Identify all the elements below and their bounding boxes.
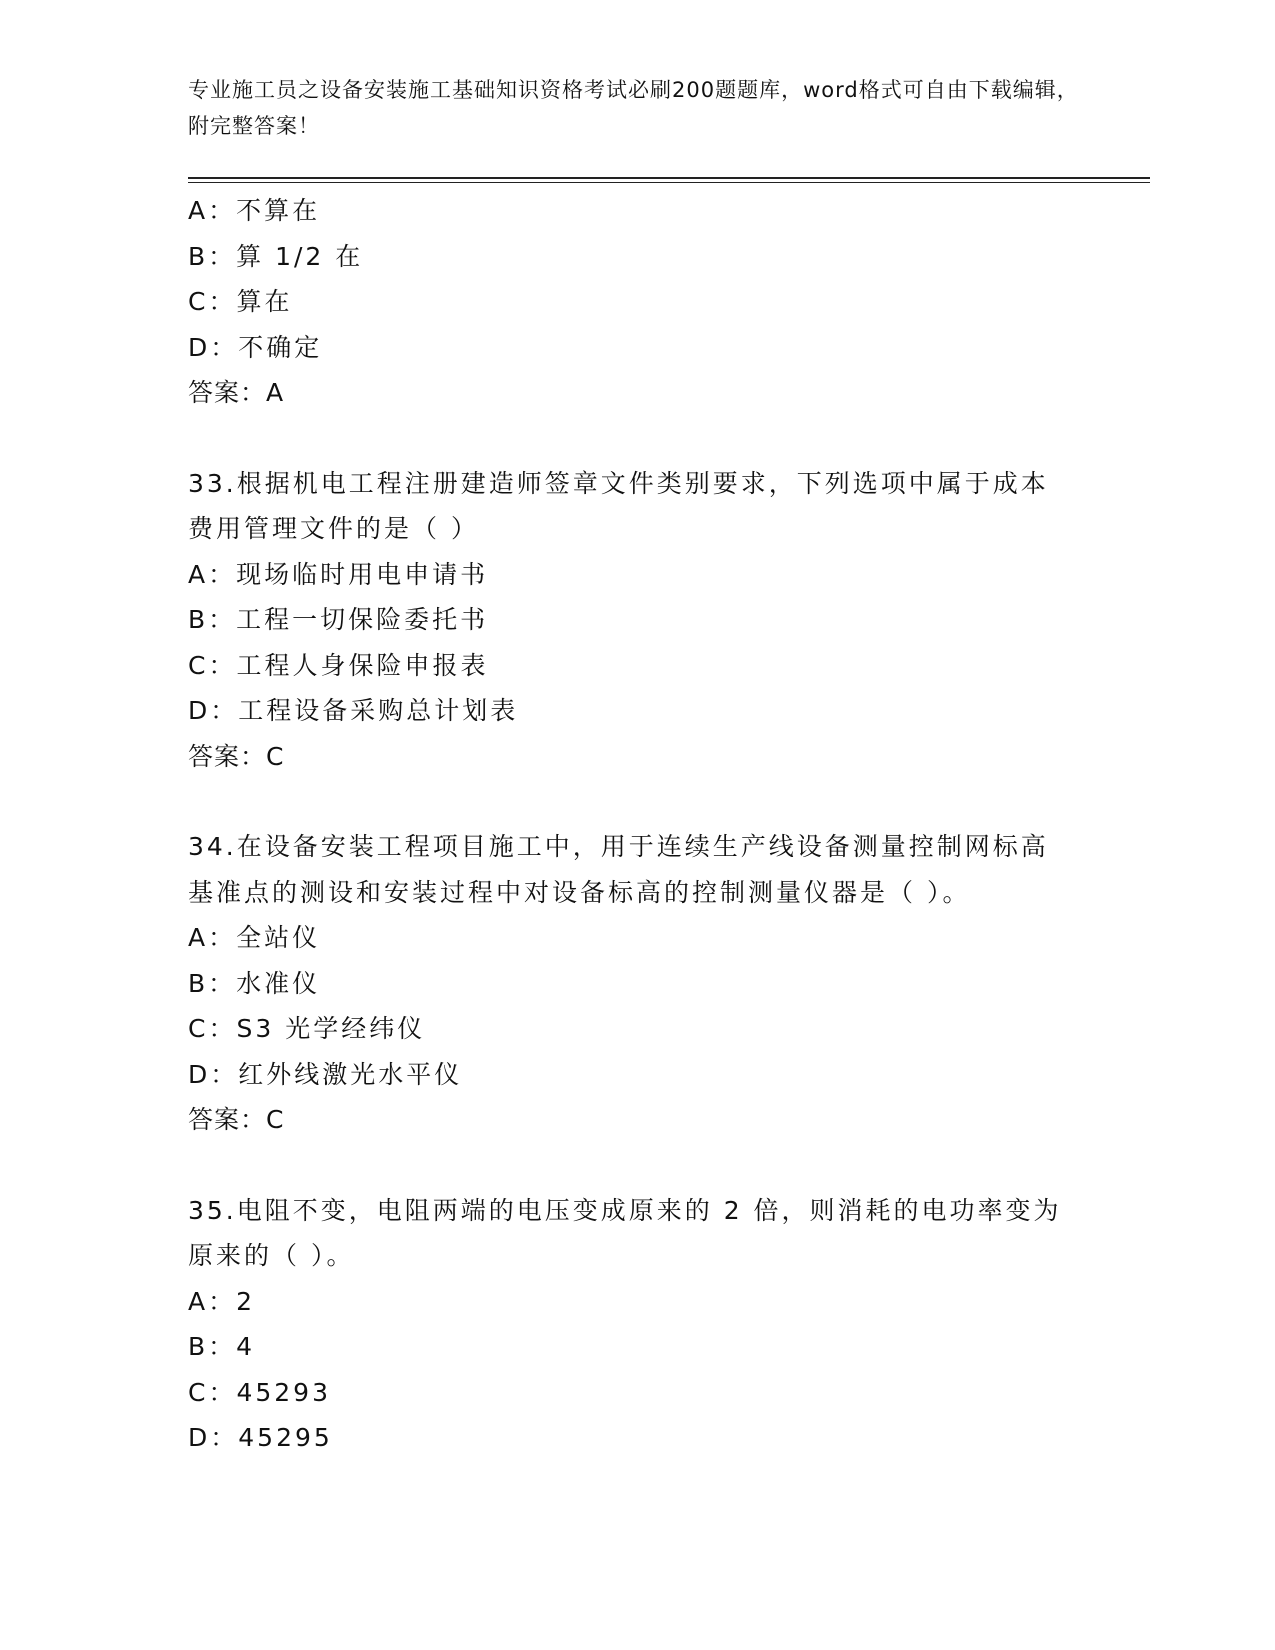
option-b: B：工程一切保险委托书 [188,605,489,634]
option-b: B：算 1/2 在 [188,241,364,271]
option-a: A：不算在 [188,196,321,225]
option-a: A：现场临时用电申请书 [188,559,489,589]
option-d: D：不确定 [188,332,323,362]
question-33-text-line-2: 费用管理文件的是（ ） [188,514,479,543]
option-c: C：S3 光学经纬仪 [188,1014,426,1043]
header-rule-thick [188,177,1150,179]
option-a: A：2 [188,1286,256,1316]
option-d: D：红外线激光水平仪 [188,1059,463,1089]
question-content [188,188,1088,1461]
option-b: B：4 [188,1332,256,1361]
option-d: D：工程设备采购总计划表 [188,696,519,725]
option-a: A：全站仪 [188,923,321,952]
option-c: C：工程人身保险申报表 [188,650,489,680]
option-c: C：算在 [188,287,293,316]
answer: 答案：C [188,1105,285,1134]
option-b: B：水准仪 [188,968,321,998]
header-rule-thin [188,182,1150,183]
question-35-text-line-2: 原来的（ ）。 [188,1241,355,1270]
document-header: 专业施工员之设备安装施工基础知识资格考试必刷200题题库，word格式可自由下载编辑，附完整答案！ [188,78,1079,138]
option-d: D：45295 [188,1423,333,1452]
question-35-text-line-1: 35.电阻不变，电阻两端的电压变成原来的 2 倍，则消耗的电功率变为 [188,1195,1062,1225]
question-34-text-line-2: 基准点的测设和安装过程中对设备标高的控制测量仪器是（ ）。 [188,877,971,907]
question-33-text-line-1: 33.根据机电工程注册建造师签章文件类别要求，下列选项中属于成本 [188,468,1049,498]
answer: 答案：A [188,378,285,407]
answer: 答案：C [188,741,285,771]
question-34-text-line-1: 34.在设备安装工程项目施工中，用于连续生产线设备测量控制网标高 [188,832,1049,861]
option-c: C：45293 [188,1377,331,1407]
